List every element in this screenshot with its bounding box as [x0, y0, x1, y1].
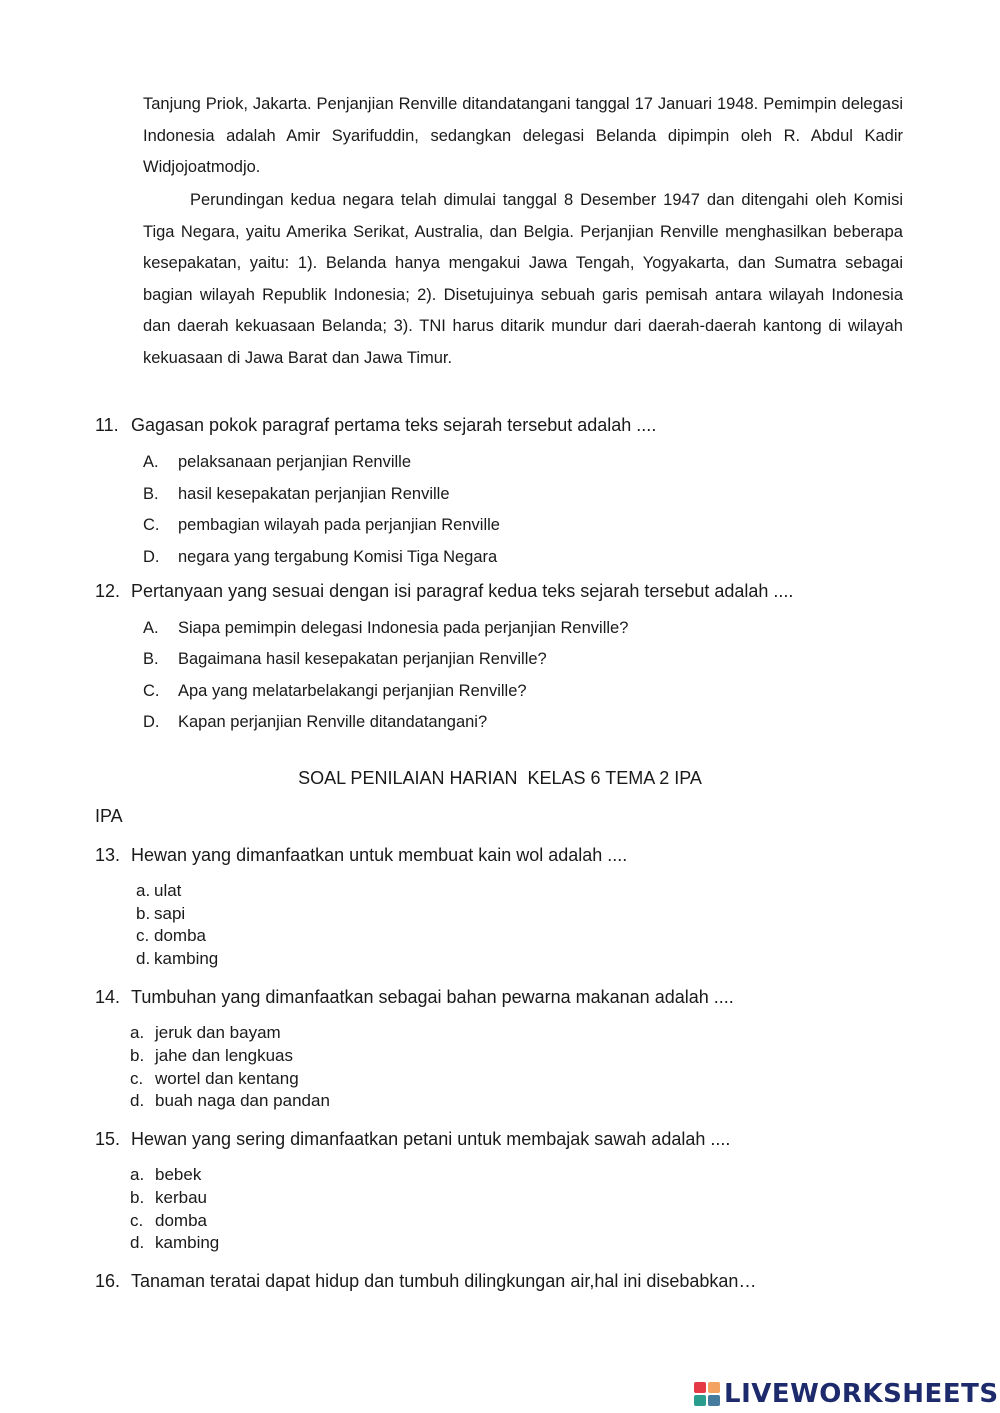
question-number: 16.: [95, 1271, 121, 1291]
logo-square-blue: [708, 1395, 720, 1406]
option-text: domba: [154, 926, 206, 945]
option-letter: c.: [130, 1211, 144, 1230]
question-text: Hewan yang sering dimanfaatkan petani untuk membajak sawah adalah ....: [131, 1129, 731, 1149]
option-letter: d.: [136, 949, 151, 968]
option-letter: A.: [143, 619, 159, 637]
q12-option-d[interactable]: [143, 711, 487, 733]
option-text: domba: [155, 1211, 207, 1230]
option-letter: A.: [143, 453, 159, 471]
option-letter: b.: [130, 1188, 145, 1207]
q14-option-b[interactable]: [130, 1045, 293, 1067]
option-letter: b.: [130, 1046, 145, 1065]
q14-option-a[interactable]: [130, 1022, 281, 1044]
option-text: pelaksanaan perjanjian Renville: [178, 453, 411, 471]
option-text: kambing: [154, 949, 219, 968]
option-text: wortel dan kentang: [155, 1069, 299, 1088]
q11-option-a[interactable]: [143, 451, 411, 473]
question-text: Tanaman teratai dapat hidup dan tumbuh dilingkungan air,hal ini disebabkan…: [131, 1271, 757, 1291]
option-text: hasil kesepakatan perjanjian Renville: [178, 485, 450, 503]
logo-square-orange: [708, 1382, 720, 1393]
question-text: Tumbuhan yang dimanfaatkan sebagai bahan pewarna makanan adalah ....: [131, 987, 734, 1007]
option-letter: c.: [130, 1069, 144, 1088]
q13-option-d[interactable]: [136, 948, 218, 970]
q11-option-c[interactable]: [143, 514, 500, 536]
q12-option-a[interactable]: [143, 617, 628, 639]
question-number: 12.: [95, 581, 121, 601]
question-11: [95, 413, 915, 437]
option-letter: D.: [143, 713, 160, 731]
question-text: Gagasan pokok paragraf pertama teks sejarah tersebut adalah ....: [131, 415, 657, 435]
question-number: 11.: [95, 415, 119, 435]
liveworksheets-logo-icon: [694, 1382, 720, 1406]
option-letter: d.: [130, 1233, 145, 1252]
option-text: kambing: [155, 1233, 220, 1252]
q13-option-c[interactable]: [136, 925, 206, 947]
question-14: [95, 985, 915, 1009]
question-16: [95, 1269, 915, 1293]
option-text: bebek: [155, 1165, 202, 1184]
question-13: [95, 843, 915, 867]
q13-option-b[interactable]: [136, 903, 185, 925]
option-text: Apa yang melatarbelakangi perjanjian Renville?: [178, 682, 527, 700]
question-number: 14.: [95, 987, 121, 1007]
option-text: Siapa pemimpin delegasi Indonesia pada perjanjian Renville?: [178, 619, 629, 637]
q15-option-b[interactable]: [130, 1187, 207, 1209]
option-text: pembagian wilayah pada perjanjian Renville: [178, 516, 500, 534]
option-letter: B.: [143, 485, 159, 503]
option-text: jeruk dan bayam: [155, 1023, 281, 1042]
option-text: kerbau: [155, 1188, 207, 1207]
option-text: sapi: [154, 904, 186, 923]
section-heading: SOAL PENILAIAN HARIAN KELAS 6 TEMA 2 IPA: [298, 768, 702, 788]
option-letter: C.: [143, 682, 160, 700]
option-letter: c.: [136, 926, 150, 945]
option-letter: D.: [143, 548, 160, 566]
q12-option-b[interactable]: [143, 648, 547, 670]
option-text: jahe dan lengkuas: [155, 1046, 294, 1065]
question-number: 13.: [95, 845, 121, 865]
logo-text: LIVEWORKSHEETS: [724, 1379, 999, 1409]
q12-option-c[interactable]: [143, 680, 527, 702]
q14-option-d[interactable]: [130, 1090, 330, 1112]
option-letter: d.: [130, 1091, 145, 1110]
logo-square-red: [694, 1382, 706, 1393]
option-text: negara yang tergabung Komisi Tiga Negara: [178, 548, 498, 566]
q11-option-b[interactable]: [143, 483, 450, 505]
subject-label: IPA: [95, 806, 123, 826]
q15-option-a[interactable]: [130, 1164, 201, 1186]
option-text: ulat: [154, 881, 182, 900]
q11-option-d[interactable]: [143, 546, 497, 568]
option-letter: a.: [136, 881, 151, 900]
question-number: 15.: [95, 1129, 121, 1149]
option-text: Bagaimana hasil kesepakatan perjanjian Renville?: [178, 650, 547, 668]
option-letter: b.: [136, 904, 151, 923]
option-letter: C.: [143, 516, 160, 534]
question-12: [95, 579, 915, 603]
option-letter: B.: [143, 650, 159, 668]
passage-paragraph-1: Tanjung Priok, Jakarta. Penjanjian Renville ditandatangani tanggal 17 Januari 1948. Pemimpin delegasi Indonesia adalah Amir Syarifuddin, sedangkan delegasi Belanda dipimpin oleh R. Abdul Kadir Widjojoatmodjo.: [143, 95, 903, 177]
option-letter: a.: [130, 1165, 145, 1184]
q15-option-c[interactable]: [130, 1210, 207, 1232]
option-text: Kapan perjanjian Renville ditandatangani?: [178, 713, 488, 731]
passage-paragraph-2: Perundingan kedua negara telah dimulai tanggal 8 Desember 1947 dan ditengahi oleh Komisi Tiga Negara, yaitu Amerika Serikat, Australia, dan Belgia. Perjanjian Renville menghasilkan beberapa kesepakatan, yaitu: 1). Belanda hanya mengakui Jawa Tengah, Yogyakarta, dan Sumatra sebagai bagian wilayah Republik Indonesia; 2). Disetujuinya sebuah garis pemisah antara wilayah Indonesia dan daerah kekuasaan Belanda; 3). TNI harus ditarik mundur dari daerah-daerah kantong di wilayah kekuasaan di Jawa Barat dan Jawa Timur.: [143, 191, 903, 367]
liveworksheets-logo: [694, 1376, 999, 1412]
question-text: Pertanyaan yang sesuai dengan isi paragraf kedua teks sejarah tersebut adalah ....: [131, 581, 794, 601]
option-text: buah naga dan pandan: [155, 1091, 330, 1110]
q15-option-d[interactable]: [130, 1232, 219, 1254]
q14-option-c[interactable]: [130, 1068, 299, 1090]
question-text: Hewan yang dimanfaatkan untuk membuat kain wol adalah ....: [131, 845, 628, 865]
q13-option-a[interactable]: [136, 880, 181, 902]
option-letter: a.: [130, 1023, 145, 1042]
question-15: [95, 1127, 915, 1151]
logo-square-teal: [694, 1395, 706, 1406]
